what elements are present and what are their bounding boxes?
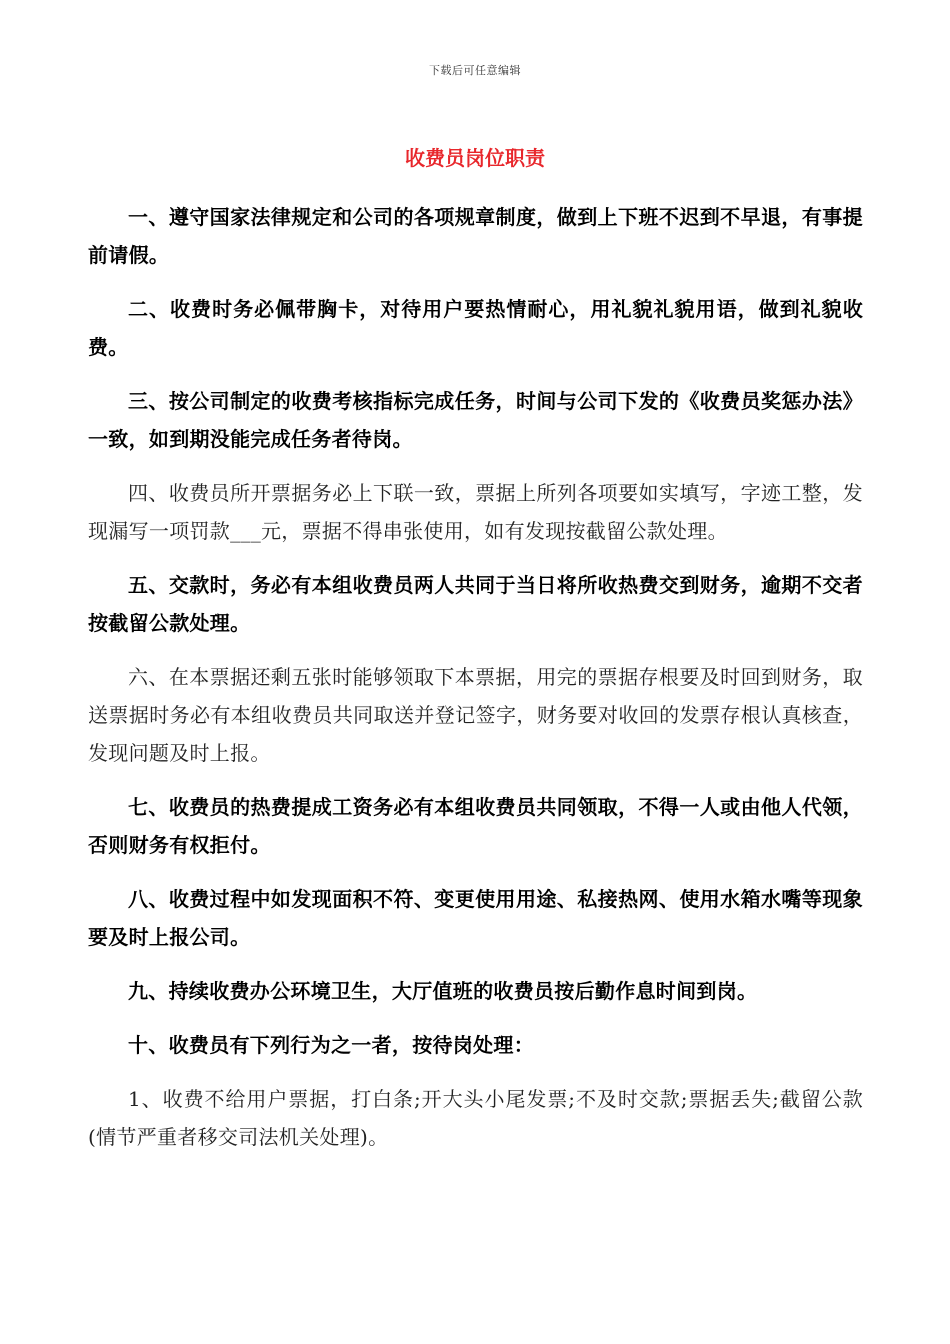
paragraph-7: 七、收费员的热费提成工资务必有本组收费员共同领取，不得一人或由他人代领，否则财务有权拒付。: [88, 795, 863, 857]
paragraph-1: 一、遵守国家法律规定和公司的各项规章制度，做到上下班不迟到不早退，有事提前请假。: [88, 205, 863, 267]
paragraph-5: 五、交款时，务必有本组收费员两人共同于当日将所收热费交到财务，逾期不交者按截留公款处理。: [88, 573, 863, 635]
paragraph-11: 1、收费不给用户票据，打白条;开大头小尾发票;不及时交款;票据丢失;截留公款(情节严重者移交司法机关处理)。: [88, 1087, 863, 1149]
paragraph-10: 十、收费员有下列行为之一者，按待岗处理：: [128, 1033, 534, 1057]
paragraph-6: 六、在本票据还剩五张时能够领取下本票据，用完的票据存根要及时回到财务，取送票据时务必有本组收费员共同取送并登记签字，财务要对收回的发票存根认真核查，发现问题及时上报。: [88, 665, 863, 765]
header-note: 下载后可任意编辑: [429, 64, 521, 77]
paragraph-8: 八、收费过程中如发现面积不符、变更使用用途、私接热网、使用水箱水嘴等现象要及时上报公司。: [88, 887, 863, 949]
paragraph-4: 四、收费员所开票据务必上下联一致，票据上所列各项要如实填写，字迹工整，发现漏写一项罚款___元，票据不得串张使用，如有发现按截留公款处理。: [88, 481, 863, 543]
document-body: [88, 198, 863, 1172]
paragraph-2: 二、收费时务必佩带胸卡，对待用户要热情耐心，用礼貌礼貌用语，做到礼貌收费。: [88, 297, 863, 359]
paragraph-3: 三、按公司制定的收费考核指标完成任务，时间与公司下发的《收费员奖惩办法》一致，如到期没能完成任务者待岗。: [88, 389, 863, 451]
document-title: 收费员岗位职责: [405, 146, 545, 170]
paragraph-9: 九、持续收费办公环境卫生，大厅值班的收费员按后勤作息时间到岗。: [128, 979, 758, 1003]
